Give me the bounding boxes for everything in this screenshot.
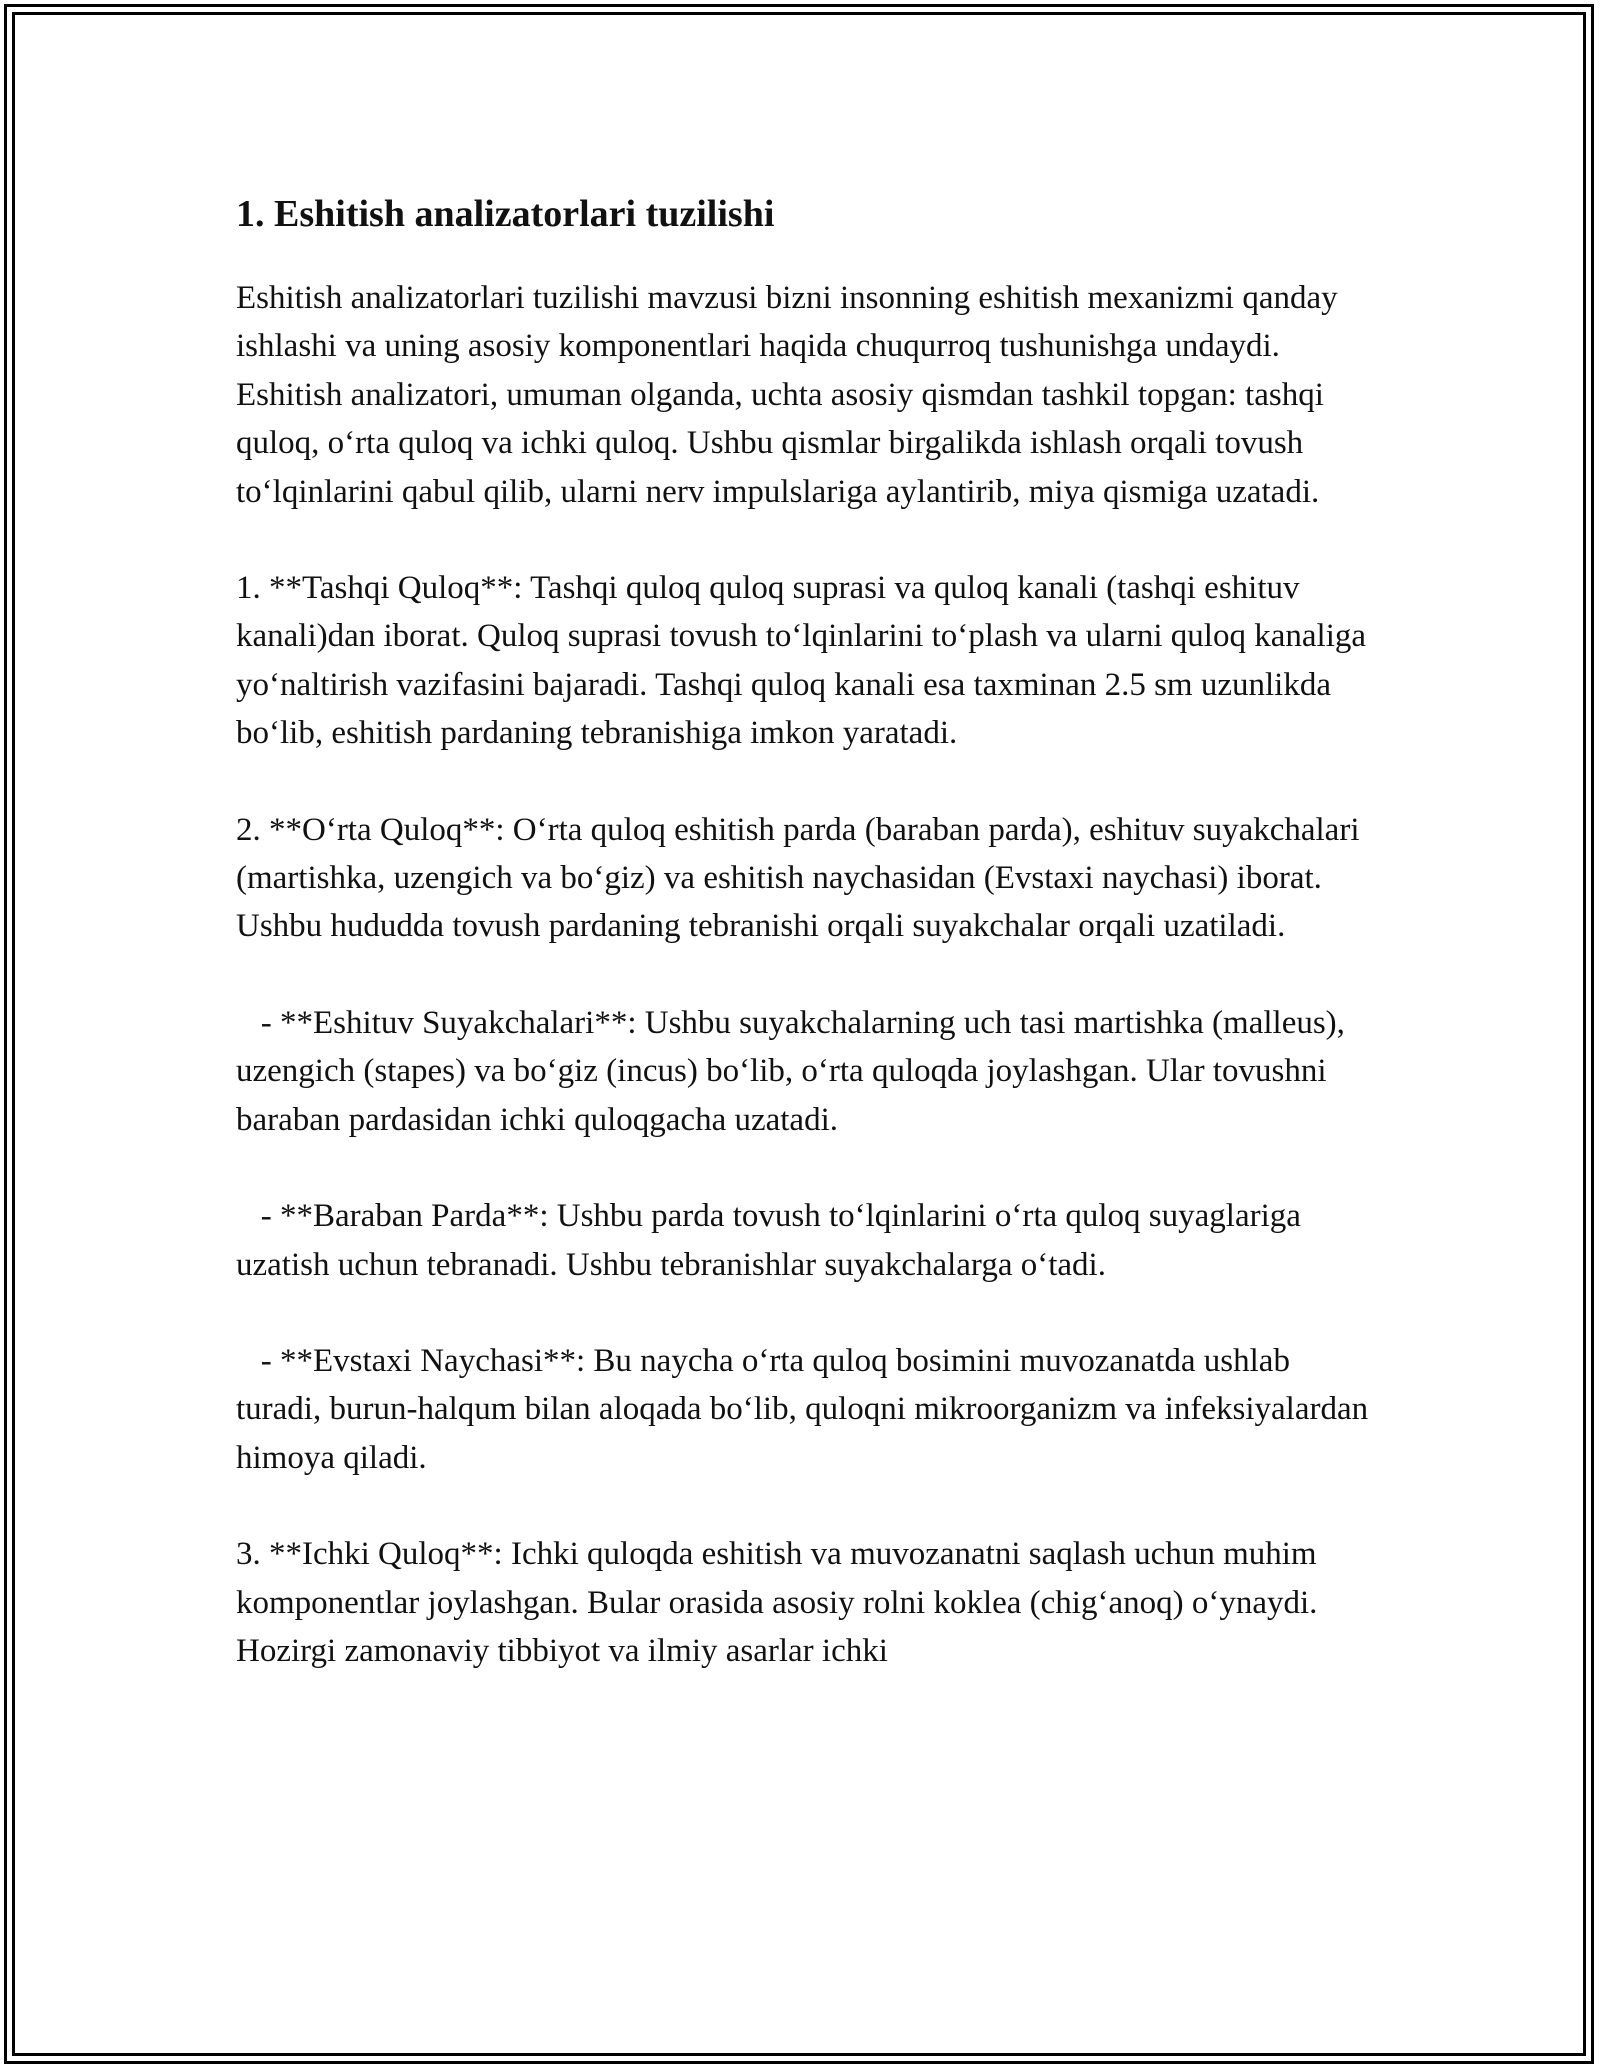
eardrum-paragraph: - **Baraban Parda**: Ushbu parda tovush to‘lqinlarini o‘rta quloq suyaglariga uzatish uchun tebranadi. Ushbu tebranishlar suyakchalarga o‘tadi. — [236, 1198, 1310, 1283]
intro-paragraph: Eshitish analizatorlari tuzilishi mavzusi bizni insonning eshitish mexanizmi qanday ishlashi va uning asosiy komponentlari haqida chuqurroq tushunishga undaydi. Eshitish analizatori, umuman olganda, uchta asosiy qismdan tashkil topgan: tashqi quloq, o‘rta quloq va ichki quloq. Ushbu qismlar birgalikda ishlash orqali tovush to‘lqinlarini qabul qilib, ularni nerv impulslariga aylantirib, miya qismiga uzatadi. — [236, 280, 1338, 510]
ossicles-paragraph: - **Eshituv Suyakchalari**: Ushbu suyakchalarning uch tasi martishka (malleus), uzengich (stapes) va bo‘giz (incus) bo‘lib, o‘rta quloqda joylashgan. Ular tovushni baraban pardasidan ichki quloqgacha uzatadi. — [236, 1004, 1354, 1138]
document-page — [236, 186, 1376, 1723]
middle-ear-paragraph: 2. **O‘rta Quloq**: O‘rta quloq eshitish parda (baraban parda), eshituv suyakchalari (martishka, uzengich va bo‘giz) va eshitish naychasidan (Evstaxi naychasi) iborat. Ushbu hududda tovush pardaning tebranishi orqali suyakchalar orqali uzatiladi. — [236, 811, 1360, 945]
section-heading: 1. Eshitish analizatorlari tuzilishi — [236, 193, 775, 235]
eustachian-tube-paragraph: - **Evstaxi Naychasi**: Bu naycha o‘rta quloq bosimini muvozanatda ushlab turadi, burun-halqum bilan aloqada bo‘lib, quloqni mikroorganizm va infeksiyalardan himoya qiladi. — [236, 1342, 1377, 1476]
outer-ear-paragraph: 1. **Tashqi Quloq**: Tashqi quloq quloq suprasi va quloq kanali (tashqi eshituv kanali)dan iborat. Quloq suprasi tovush to‘lqinlarini to‘plash va ularni quloq kanaliga yo‘naltirish vazifasini bajaradi. Tashqi quloq kanali esa taxminan 2.5 sm uzunlikda bo‘lib, eshitish pardaning tebranishiga imkon yaratadi. — [236, 570, 1367, 752]
inner-ear-paragraph: 3. **Ichki Quloq**: Ichki quloqda eshitish va muvozanatni saqlash uchun muhim komponentlar joylashgan. Bular orasida asosiy rolni koklea (chig‘anoq) o‘ynaydi. Hozirgi zamonaviy tibbiyot va ilmiy asarlar ichki — [236, 1536, 1318, 1669]
